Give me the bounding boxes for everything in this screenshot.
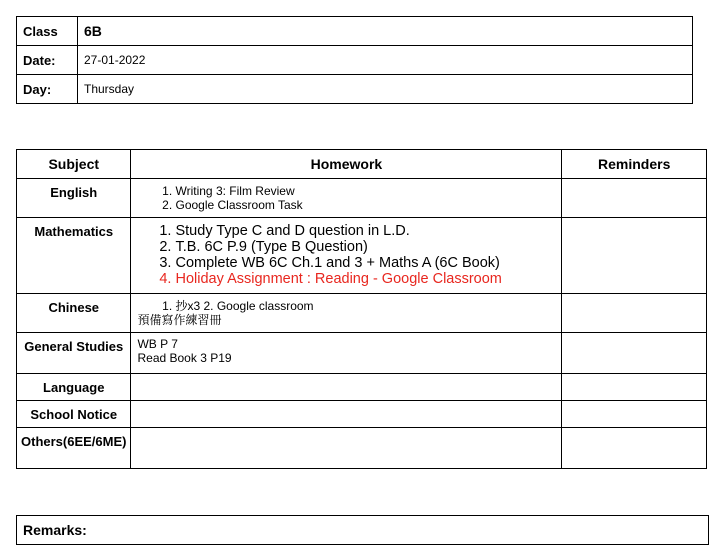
table-row	[17, 333, 707, 374]
subject-cell: Language	[17, 374, 131, 401]
subject-cell: Mathematics	[17, 218, 131, 294]
table-row	[17, 294, 707, 333]
reminder-cell[interactable]	[562, 374, 707, 401]
table-row	[17, 218, 707, 294]
list-item: 2. T.B. 6C P.9 (Type B Question)	[175, 239, 555, 255]
reminders-header: Reminders	[562, 150, 707, 179]
table-row	[17, 401, 707, 428]
class-info-table	[16, 16, 693, 104]
reminder-cell[interactable]	[562, 294, 707, 333]
homework-header: Homework	[131, 150, 562, 179]
subject-cell: Others(6EE/6ME)	[17, 428, 131, 469]
homework-cell[interactable]	[131, 401, 562, 428]
homework-list	[137, 223, 555, 287]
remarks-label[interactable]: Remarks:	[17, 516, 709, 545]
homework-list	[137, 299, 555, 313]
subject-cell: General Studies	[17, 333, 131, 374]
homework-cell[interactable]	[131, 294, 562, 333]
day-value[interactable]: Thursday	[78, 75, 693, 104]
reminder-cell[interactable]	[562, 218, 707, 294]
reminder-cell[interactable]	[562, 428, 707, 469]
homework-list	[137, 184, 555, 212]
date-row	[17, 46, 693, 75]
homework-cell[interactable]	[131, 218, 562, 294]
day-row	[17, 75, 693, 104]
subject-header: Subject	[17, 150, 131, 179]
homework-line: WB P 7	[137, 337, 178, 351]
list-item: 3. Complete WB 6C Ch.1 and 3 + Maths A (6C Book)	[175, 255, 555, 271]
day-label: Day:	[17, 75, 78, 104]
reminder-cell[interactable]	[562, 179, 707, 218]
list-item: 1. 抄x3 2. Google classroom	[175, 299, 555, 313]
remarks-table	[16, 515, 709, 545]
list-item: 1. Writing 3: Film Review	[175, 184, 555, 198]
list-item-highlight: 4. Holiday Assignment : Reading - Google Classroom	[175, 271, 555, 287]
homework-cell[interactable]	[131, 333, 562, 374]
homework-table	[16, 149, 707, 469]
reminder-cell[interactable]	[562, 333, 707, 374]
homework-cell[interactable]	[131, 428, 562, 469]
table-row	[17, 374, 707, 401]
table-row	[17, 428, 707, 469]
date-label: Date:	[17, 46, 78, 75]
list-item: 2. Google Classroom Task	[175, 198, 555, 212]
header-row	[17, 150, 707, 179]
list-item: 1. Study Type C and D question in L.D.	[175, 223, 555, 239]
class-label: Class	[17, 17, 78, 46]
remarks-row	[17, 516, 709, 545]
reminder-cell[interactable]	[562, 401, 707, 428]
class-row	[17, 17, 693, 46]
homework-line: Read Book 3 P19	[137, 351, 232, 365]
homework-cell[interactable]	[131, 179, 562, 218]
homework-line: 預備寫作練習冊	[137, 313, 222, 327]
table-row	[17, 179, 707, 218]
subject-cell: English	[17, 179, 131, 218]
subject-cell: School Notice	[17, 401, 131, 428]
date-value[interactable]: 27-01-2022	[78, 46, 693, 75]
homework-cell[interactable]	[131, 374, 562, 401]
class-value[interactable]: 6B	[78, 17, 693, 46]
subject-cell: Chinese	[17, 294, 131, 333]
